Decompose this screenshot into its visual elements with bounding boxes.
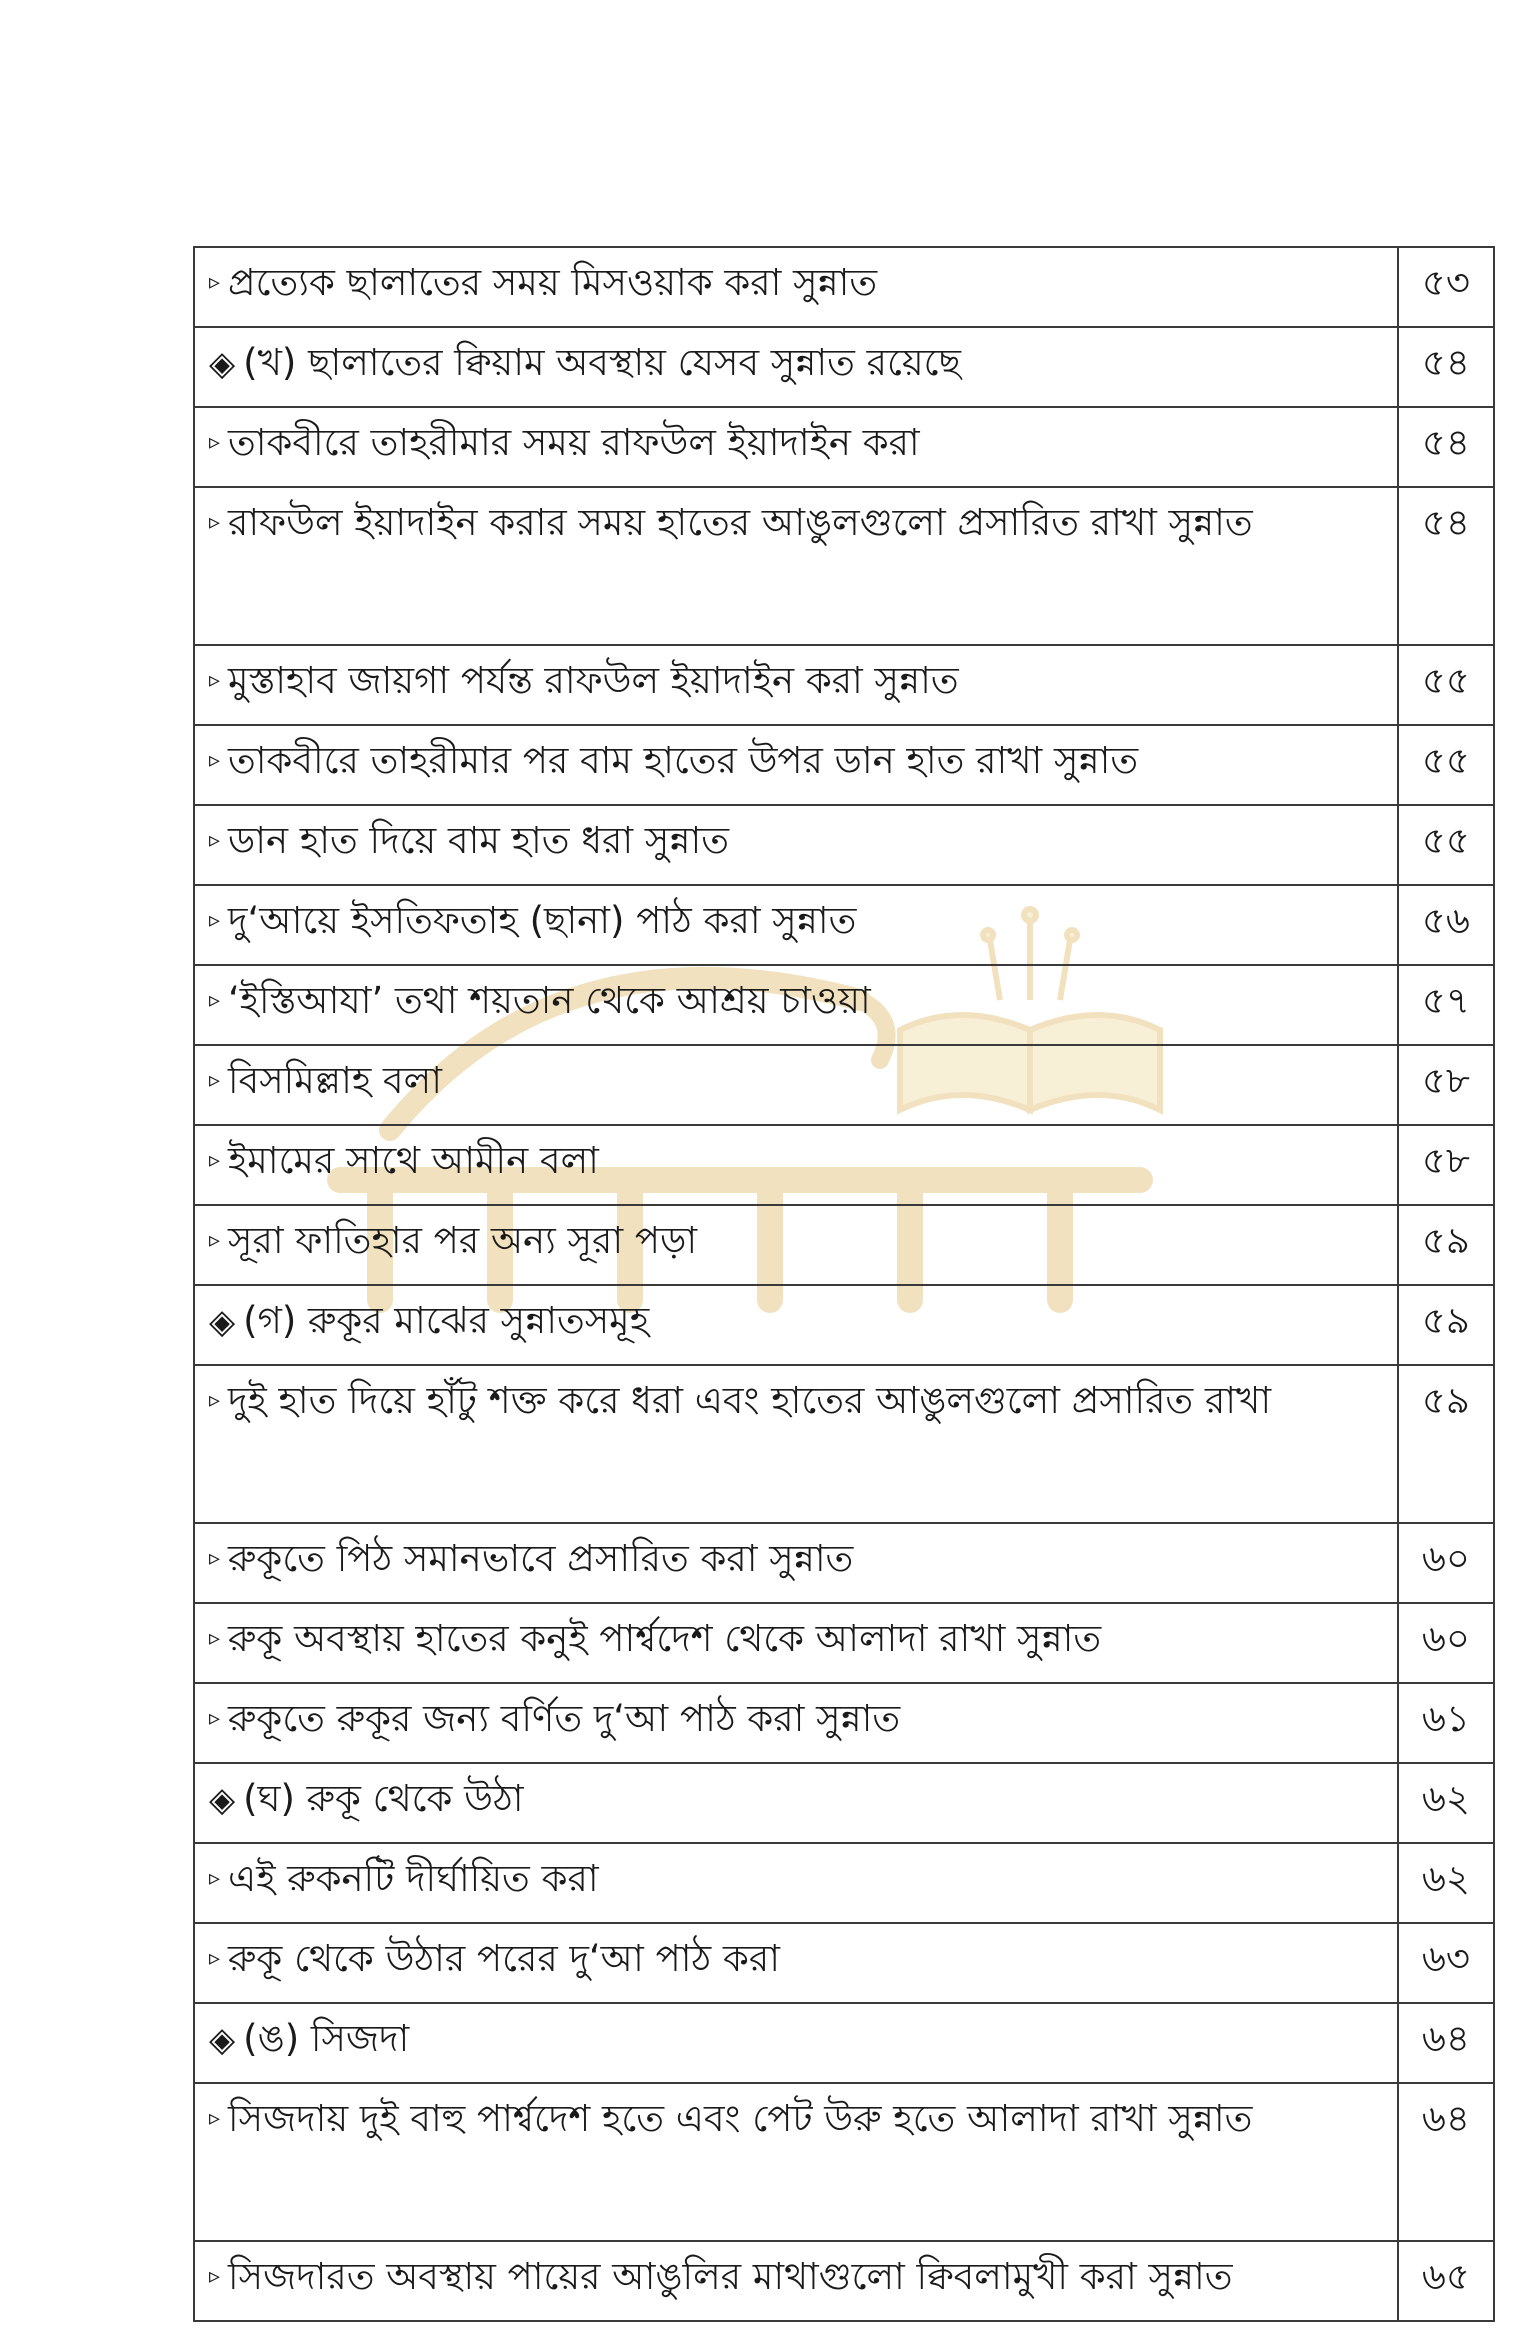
toc-row[interactable] xyxy=(194,1205,1494,1285)
triangle-bullet-icon: ▹ xyxy=(209,270,221,295)
toc-title-cell xyxy=(194,2083,1398,2241)
diamond-bullet-icon: ◈ xyxy=(209,1780,236,1820)
toc-page-number: ৫৯ xyxy=(1398,1285,1494,1365)
toc-page-number: ৬০ xyxy=(1398,1603,1494,1683)
triangle-bullet-icon: ▹ xyxy=(209,1626,221,1651)
toc-section-title: (ঘ) রুকূ থেকে উঠা xyxy=(243,1777,524,1820)
toc-title: ইমামের সাথে আমীন বলা xyxy=(228,1139,599,1182)
toc-title-cell xyxy=(194,1523,1398,1603)
toc-row[interactable] xyxy=(194,805,1494,885)
triangle-bullet-icon: ▹ xyxy=(209,1148,221,1173)
toc-section-title: (ঙ) সিজদা xyxy=(243,2017,410,2060)
toc-row[interactable] xyxy=(194,965,1494,1045)
toc-page-number: ৬২ xyxy=(1398,1763,1494,1843)
diamond-bullet-icon: ◈ xyxy=(209,344,236,384)
toc-title-cell xyxy=(194,1285,1398,1365)
triangle-bullet-icon: ▹ xyxy=(209,1388,221,1413)
triangle-bullet-icon: ▹ xyxy=(209,668,221,693)
triangle-bullet-icon: ▹ xyxy=(209,2106,221,2131)
toc-title-cell xyxy=(194,2003,1398,2083)
toc-title-cell xyxy=(194,1365,1398,1523)
toc-title-cell xyxy=(194,1603,1398,1683)
toc-page-number: ৬০ xyxy=(1398,1523,1494,1603)
toc-section-row[interactable] xyxy=(194,2003,1494,2083)
toc-row[interactable] xyxy=(194,1125,1494,1205)
toc-page-number: ৫৫ xyxy=(1398,645,1494,725)
triangle-bullet-icon: ▹ xyxy=(209,1068,221,1093)
triangle-bullet-icon: ▹ xyxy=(209,1546,221,1571)
toc-title: দু‘আয়ে ইসতিফতাহ (ছানা) পাঠ করা সুন্নাত xyxy=(228,899,857,942)
toc-title-cell xyxy=(194,1683,1398,1763)
toc-title: দুই হাত দিয়ে হাঁটু শক্ত করে ধরা এবং হাতের আঙুলগুলো প্রসারিত রাখা xyxy=(228,1379,1272,1422)
triangle-bullet-icon: ▹ xyxy=(209,1228,221,1253)
toc-title-cell xyxy=(194,487,1398,645)
toc-title: সিজদায় দুই বাহু পার্শ্বদেশ হতে এবং পেট উরু হতে আলাদা রাখা সুন্নাত xyxy=(228,2097,1253,2140)
toc-title: রুকূ অবস্থায় হাতের কনুই পার্শ্বদেশ থেকে আলাদা রাখা সুন্নাত xyxy=(228,1617,1102,1660)
toc-title-cell xyxy=(194,327,1398,407)
toc-row[interactable] xyxy=(194,725,1494,805)
toc-title-cell xyxy=(194,1763,1398,1843)
triangle-bullet-icon: ▹ xyxy=(209,510,221,535)
toc-row[interactable] xyxy=(194,1523,1494,1603)
toc-title-cell xyxy=(194,1923,1398,2003)
toc-row[interactable] xyxy=(194,1843,1494,1923)
toc-section-row[interactable] xyxy=(194,1285,1494,1365)
toc-title: সিজদারত অবস্থায় পায়ের আঙুলির মাথাগুলো ক্বিবলামুখী করা সুন্নাত xyxy=(228,2255,1233,2298)
toc-page-number: ৬৪ xyxy=(1398,2083,1494,2241)
toc-row[interactable] xyxy=(194,1923,1494,2003)
toc-title: তাকবীরে তাহরীমার সময় রাফউল ইয়াদাইন করা xyxy=(228,421,920,464)
toc-title-cell xyxy=(194,885,1398,965)
toc-page-number: ৬২ xyxy=(1398,1843,1494,1923)
toc-title: ‘ইস্তিআযা’ তথা শয়তান থেকে আশ্রয় চাওয়া xyxy=(228,979,871,1022)
toc-title-cell xyxy=(194,407,1398,487)
toc-row[interactable] xyxy=(194,1365,1494,1523)
toc-row[interactable] xyxy=(194,2241,1494,2321)
toc-row[interactable] xyxy=(194,487,1494,645)
toc-row[interactable] xyxy=(194,1045,1494,1125)
toc-section-row[interactable] xyxy=(194,327,1494,407)
toc-title-cell xyxy=(194,2241,1398,2321)
toc-title-cell xyxy=(194,645,1398,725)
table-of-contents xyxy=(193,246,1495,2322)
toc-title-cell xyxy=(194,805,1398,885)
toc-section-title: (গ) রুকূর মাঝের সুন্নাতসমূহ xyxy=(243,1299,650,1342)
triangle-bullet-icon: ▹ xyxy=(209,828,221,853)
toc-title: এই রুকনটি দীর্ঘায়িত করা xyxy=(228,1857,599,1900)
toc-page-number: ৫৯ xyxy=(1398,1205,1494,1285)
triangle-bullet-icon: ▹ xyxy=(209,1866,221,1891)
diamond-bullet-icon: ◈ xyxy=(209,1302,236,1342)
toc-title-cell xyxy=(194,1205,1398,1285)
toc-title: বিসমিল্লাহ বলা xyxy=(228,1059,442,1102)
toc-page-number: ৬৩ xyxy=(1398,1923,1494,2003)
toc-section-row[interactable] xyxy=(194,1763,1494,1843)
toc-row[interactable] xyxy=(194,2083,1494,2241)
toc-title: সূরা ফাতিহার পর অন্য সূরা পড়া xyxy=(228,1219,698,1262)
toc-page-number: ৫৮ xyxy=(1398,1045,1494,1125)
toc-title-cell xyxy=(194,1045,1398,1125)
triangle-bullet-icon: ▹ xyxy=(209,748,221,773)
toc-row[interactable] xyxy=(194,407,1494,487)
toc-row[interactable] xyxy=(194,885,1494,965)
toc-title: ডান হাত দিয়ে বাম হাত ধরা সুন্নাত xyxy=(228,819,729,862)
toc-title: রুকূ থেকে উঠার পরের দু‘আ পাঠ করা xyxy=(228,1937,780,1980)
toc-title: প্রত্যেক ছালাতের সময় মিসওয়াক করা সুন্নাত xyxy=(228,261,878,304)
toc-title: মুস্তাহাব জায়গা পর্যন্ত রাফউল ইয়াদাইন করা সুন্নাত xyxy=(228,659,959,702)
toc-title: তাকবীরে তাহরীমার পর বাম হাতের উপর ডান হাত রাখা সুন্নাত xyxy=(228,739,1139,782)
toc-title: রাফউল ইয়াদাইন করার সময় হাতের আঙুলগুলো প্রসারিত রাখা সুন্নাত xyxy=(228,501,1253,544)
toc-row[interactable] xyxy=(194,1603,1494,1683)
toc-title-cell xyxy=(194,1843,1398,1923)
diamond-bullet-icon: ◈ xyxy=(209,2020,236,2060)
toc-page-number: ৫৬ xyxy=(1398,885,1494,965)
toc-page-number: ৫৮ xyxy=(1398,1125,1494,1205)
toc-page-number: ৫৩ xyxy=(1398,247,1494,327)
toc-page-number: ৫৫ xyxy=(1398,725,1494,805)
toc-page-number: ৫৪ xyxy=(1398,407,1494,487)
triangle-bullet-icon: ▹ xyxy=(209,908,221,933)
toc-page-number: ৬৪ xyxy=(1398,2003,1494,2083)
toc-page-number: ৬১ xyxy=(1398,1683,1494,1763)
triangle-bullet-icon: ▹ xyxy=(209,1706,221,1731)
toc-page-number: ৫৪ xyxy=(1398,327,1494,407)
toc-title-cell xyxy=(194,725,1398,805)
triangle-bullet-icon: ▹ xyxy=(209,430,221,455)
toc-title-cell xyxy=(194,1125,1398,1205)
toc-title-cell xyxy=(194,247,1398,327)
toc-page-number: ৫৭ xyxy=(1398,965,1494,1045)
toc-page-number: ৫৪ xyxy=(1398,487,1494,645)
toc-title: রুকূতে পিঠ সমানভাবে প্রসারিত করা সুন্নাত xyxy=(228,1537,854,1580)
toc-page-number: ৫৫ xyxy=(1398,805,1494,885)
toc-row[interactable] xyxy=(194,247,1494,327)
toc-page-number: ৬৫ xyxy=(1398,2241,1494,2321)
triangle-bullet-icon: ▹ xyxy=(209,2264,221,2289)
toc-title-cell xyxy=(194,965,1398,1045)
toc-row[interactable] xyxy=(194,645,1494,725)
toc-title: রুকূতে রুকূর জন্য বর্ণিত দু‘আ পাঠ করা সুন্নাত xyxy=(228,1697,901,1740)
toc-row[interactable] xyxy=(194,1683,1494,1763)
triangle-bullet-icon: ▹ xyxy=(209,988,221,1013)
toc-section-title: (খ) ছালাতের ক্বিয়াম অবস্থায় যেসব সুন্নাত রয়েছে xyxy=(243,341,961,384)
triangle-bullet-icon: ▹ xyxy=(209,1946,221,1971)
toc-page-number: ৫৯ xyxy=(1398,1365,1494,1523)
